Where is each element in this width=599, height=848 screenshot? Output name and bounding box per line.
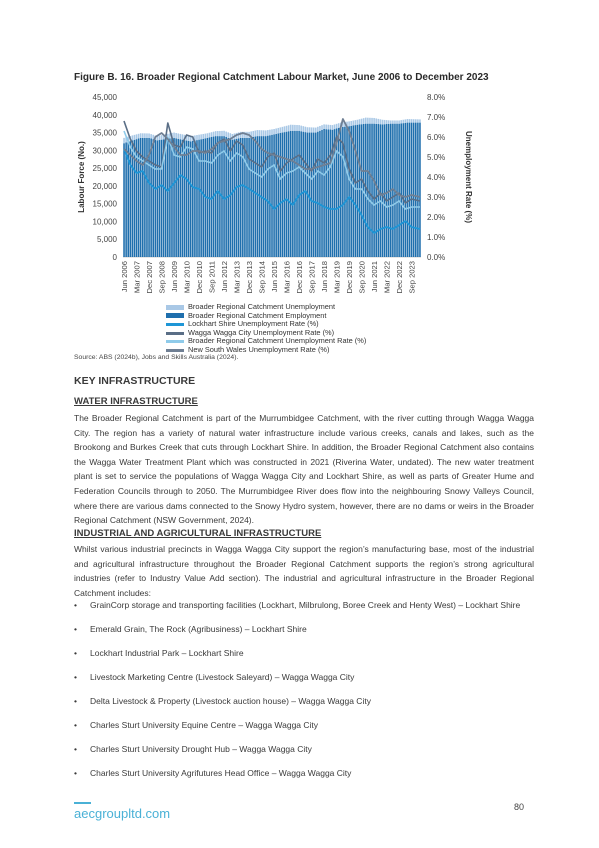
employment-bar — [265, 136, 267, 257]
employment-bar — [405, 123, 407, 257]
unemployment-bar — [213, 132, 215, 137]
bullet-icon: • — [74, 744, 77, 754]
unemployment-bar — [361, 119, 363, 125]
y2-tick-label: 8.0% — [427, 93, 446, 102]
unemployment-bar — [209, 133, 211, 138]
employment-bar — [382, 124, 384, 257]
unemployment-bar — [352, 121, 354, 126]
figure-title: Figure B. 16. Broader Regional Catchment Labour Market, June 2006 to December 2023 — [74, 72, 489, 83]
y-tick-label: 15,000 — [92, 199, 117, 209]
x-tick-label: Jun 2015 — [270, 261, 280, 293]
employment-bar — [413, 123, 415, 257]
unemployment-bar — [267, 130, 269, 136]
unemployment-bar — [202, 134, 204, 139]
unemployment-bar — [292, 125, 294, 131]
unemployment-bar — [355, 120, 357, 125]
unemployment-bar — [200, 134, 202, 139]
employment-bar — [346, 126, 348, 257]
unemployment-bar — [398, 120, 400, 123]
employment-bar — [157, 140, 159, 257]
unemployment-bar — [409, 119, 411, 122]
employment-bar — [350, 126, 352, 257]
employment-bar — [152, 139, 154, 257]
employment-bar — [288, 131, 290, 257]
x-tick-label: Mar 2016 — [282, 261, 292, 294]
unemployment-bar — [348, 121, 350, 126]
employment-bar — [327, 129, 329, 257]
employment-bar — [296, 131, 298, 257]
bullet-icon: • — [74, 624, 77, 634]
employment-bar — [319, 131, 321, 257]
legend-label: Broader Regional Catchment Unemployment — [188, 302, 336, 311]
unemployment-bar — [419, 119, 421, 122]
legend-swatch — [166, 349, 184, 352]
infrastructure-item-text: Lockhart Industrial Park – Lockhart Shire — [90, 648, 244, 658]
unemployment-bar — [359, 119, 361, 124]
infrastructure-list-item — [74, 647, 534, 661]
employment-bar — [230, 139, 232, 257]
unemployment-bar — [252, 131, 254, 137]
unemployment-bar — [373, 118, 375, 124]
unemployment-bar — [280, 127, 282, 133]
unemployment-bar — [225, 132, 227, 137]
employment-bar — [194, 141, 196, 257]
unemployment-bar — [227, 132, 229, 138]
unemployment-bar — [177, 133, 179, 138]
unemployment-bar — [388, 120, 390, 124]
y2-axis-title: Unemployment Rate (%) — [464, 130, 473, 224]
y2-tick-label: 2.0% — [427, 213, 446, 222]
employment-bar — [282, 133, 284, 257]
employment-bar — [386, 124, 388, 257]
unemployment-bar — [313, 127, 315, 132]
unemployment-bar — [317, 127, 319, 132]
employment-bar — [155, 140, 157, 257]
y2-tick-label: 5.0% — [427, 153, 446, 162]
unemployment-bar — [259, 130, 261, 136]
unemployment-bar — [175, 133, 177, 138]
water-infrastructure-paragraph: The Broader Regional Catchment is part of the Murrumbidgee Catchment, with the river cutting through Wagga Wagga City. The region has a variety of natural water infrastructure include various creeks, canals and lakes, such as the Brookong and Burkes Creek that cuts through Lockhart Shire. In addition, the Broader Regional Catchment also contains the Wagga Water Treatment Plant which was constructed in 2021 (Riverina Water, undated). The new water treatment plant is set to service the populations of Wagga Wagga City and Lockhart Shire, as well as parts of Greater Hume and Federation Councils through to 2050. The Murrumbidgee River does flow into the neighbouring Snowy Valleys Council, where there are various dams connected to the Snowy Hydro system, however, there are no dams or weirs in the Broader Regional Catchment (NSW Government, 2024). — [74, 413, 534, 526]
unemployment-bar — [415, 119, 417, 122]
unemployment-bar — [309, 127, 311, 132]
unemployment-bar — [211, 132, 213, 137]
unemployment-bar — [405, 119, 407, 122]
water-infrastructure-heading: WATER INFRASTRUCTURE — [74, 396, 198, 407]
unemployment-bar — [323, 124, 325, 129]
infrastructure-item-text: GrainCorp storage and transporting facilities (Lockhart, Milbrulong, Boree Creek and Henty West) – Lockhart Shire — [90, 600, 521, 610]
x-tick-label: Mar 2010 — [182, 261, 192, 294]
employment-bar — [144, 138, 146, 257]
employment-bar — [169, 138, 171, 257]
employment-bar — [396, 124, 398, 257]
section-heading: KEY INFRASTRUCTURE — [74, 375, 196, 387]
unemployment-bar — [223, 131, 225, 136]
employment-bar — [123, 143, 125, 257]
unemployment-bar — [277, 128, 279, 134]
industrial-infrastructure-heading: INDUSTRIAL AND AGRICULTURAL INFRASTRUCTURE — [74, 528, 322, 539]
unemployment-bar — [384, 120, 386, 124]
infrastructure-list-item — [74, 695, 534, 709]
employment-bar — [184, 140, 186, 257]
employment-bar — [340, 127, 342, 257]
x-tick-label: Jun 2006 — [120, 261, 130, 293]
unemployment-bar — [136, 134, 138, 139]
employment-bar — [402, 123, 404, 257]
x-tick-label: Jun 2009 — [170, 261, 180, 293]
unemployment-bar — [365, 118, 367, 124]
employment-bar — [244, 138, 246, 257]
unemployment-bar — [273, 129, 275, 134]
x-tick-label: Sep 2014 — [257, 261, 267, 294]
industrial-infrastructure-paragraph: Whilst various industrial precincts in Wagga Wagga City support the region’s manufacturing base, most of the industrial and agricultural infrastructure throughout the Broader Regional Catchment supports the region’s strong agricultural industries (refer to Industry Value Add section). The industrial and agricultural infrastructure in the Broader Regional Catchment includes: — [74, 544, 534, 598]
employment-bar — [302, 132, 304, 257]
unemployment-bar — [382, 120, 384, 125]
y-tick-label: 45,000 — [92, 93, 117, 102]
employment-bar — [321, 130, 323, 257]
infrastructure-list — [74, 599, 534, 791]
employment-bar — [384, 124, 386, 257]
x-tick-label: Sep 2023 — [407, 261, 417, 294]
unemployment-bar — [150, 134, 152, 138]
infrastructure-list-item — [74, 743, 534, 757]
footer-website: aecgroupltd.com — [74, 806, 171, 821]
x-tick-label: Mar 2013 — [232, 261, 242, 294]
y2-tick-label: 6.0% — [427, 133, 446, 142]
employment-bar — [323, 129, 325, 257]
infrastructure-item-text: Delta Livestock & Property (Livestock auction house) – Wagga Wagga City — [90, 696, 371, 706]
bullet-icon: • — [74, 768, 77, 778]
employment-bar — [365, 124, 367, 257]
bullet-icon: • — [74, 672, 77, 682]
employment-bar — [250, 137, 252, 257]
unemployment-bar — [161, 135, 163, 140]
employment-bar — [198, 140, 200, 257]
infrastructure-list-item — [74, 599, 534, 613]
unemployment-bar — [407, 119, 409, 123]
employment-bar — [400, 123, 402, 257]
employment-bar — [190, 141, 192, 257]
employment-bar — [313, 133, 315, 257]
legend-label: Lockhart Shire Unemployment Rate (%) — [188, 319, 319, 329]
y-tick-label: 20,000 — [92, 181, 117, 191]
unemployment-bar — [332, 125, 334, 130]
bullet-icon: • — [74, 600, 77, 610]
legend-swatch — [166, 323, 184, 326]
employment-bar — [165, 139, 167, 257]
unemployment-bar — [173, 133, 175, 138]
unemployment-bar — [380, 119, 382, 124]
unemployment-bar — [221, 131, 223, 136]
x-tick-label: Sep 2008 — [157, 261, 167, 294]
x-tick-label: Mar 2022 — [382, 261, 392, 294]
unemployment-bar — [269, 130, 271, 136]
employment-bar — [417, 123, 419, 257]
x-tick-label: Sep 2017 — [307, 261, 317, 294]
unemployment-bar — [338, 123, 340, 128]
unemployment-bar — [386, 120, 388, 124]
unemployment-bar — [180, 134, 182, 139]
y2-tick-label: 4.0% — [427, 173, 446, 182]
unemployment-bar — [315, 128, 317, 133]
employment-bar — [317, 132, 319, 257]
unemployment-bar — [196, 135, 198, 140]
employment-bar — [238, 138, 240, 257]
employment-bar — [284, 132, 286, 257]
unemployment-bar — [275, 128, 277, 133]
employment-bar — [294, 131, 296, 257]
employment-bar — [159, 140, 161, 257]
employment-bar — [186, 141, 188, 257]
unemployment-bar — [148, 133, 150, 137]
unemployment-bar — [400, 120, 402, 123]
unemployment-bar — [152, 135, 154, 139]
employment-bar — [171, 138, 173, 257]
employment-bar — [415, 123, 417, 257]
unemployment-bar — [282, 127, 284, 133]
infrastructure-item-text: Charles Sturt University Equine Centre – Wagga Wagga City — [90, 720, 319, 730]
unemployment-bar — [142, 133, 144, 138]
employment-bar — [398, 124, 400, 257]
unemployment-bar — [325, 125, 327, 130]
employment-bar — [407, 123, 409, 257]
x-tick-label: Jun 2021 — [370, 261, 380, 293]
y-tick-label: 5,000 — [96, 235, 117, 245]
unemployment-bar — [296, 125, 298, 131]
x-tick-label: Sep 2020 — [357, 261, 367, 294]
unemployment-bar — [284, 126, 286, 132]
unemployment-bar — [217, 131, 219, 136]
employment-bar — [309, 133, 311, 257]
unemployment-bar — [417, 119, 419, 122]
legend-label: New South Wales Unemployment Rate (%) — [188, 344, 330, 354]
legend-swatch — [166, 340, 184, 343]
unemployment-bar — [369, 118, 371, 124]
unemployment-bar — [311, 127, 313, 132]
unemployment-bar — [207, 133, 209, 138]
employment-bar — [409, 123, 411, 257]
employment-bar — [305, 132, 307, 257]
unemployment-bar — [138, 134, 140, 139]
bullet-icon: • — [74, 696, 77, 706]
bullet-icon: • — [74, 648, 77, 658]
employment-bar — [236, 139, 238, 257]
unemployment-bar — [375, 118, 377, 123]
employment-bar — [325, 129, 327, 257]
employment-bar — [380, 124, 382, 257]
x-tick-label: Dec 2019 — [345, 261, 355, 294]
employment-bar — [188, 141, 190, 257]
x-tick-label: Mar 2007 — [132, 261, 142, 294]
unemployment-bar — [198, 135, 200, 140]
employment-bar — [359, 124, 361, 257]
employment-bar — [248, 138, 250, 257]
employment-bar — [311, 133, 313, 257]
employment-bar — [192, 141, 194, 257]
figure-source: Source: ABS (2024b), Jobs and Skills Australia (2024). — [74, 354, 239, 361]
y2-tick-label: 0.0% — [427, 253, 446, 262]
employment-bar — [373, 124, 375, 257]
unemployment-bar — [371, 118, 373, 124]
unemployment-bar — [392, 120, 394, 123]
unemployment-bar — [367, 118, 369, 124]
x-tick-label: Dec 2010 — [195, 261, 205, 294]
infrastructure-item-text: Emerald Grain, The Rock (Agribusiness) – Lockhart Shire — [90, 624, 307, 634]
unemployment-bar — [140, 133, 142, 138]
employment-bar — [263, 136, 265, 257]
infrastructure-item-text: Charles Sturt University Drought Hub – Wagga Wagga City — [90, 744, 312, 754]
bullet-icon: • — [74, 720, 77, 730]
y-tick-label: 25,000 — [92, 164, 117, 174]
unemployment-bar — [298, 125, 300, 131]
x-tick-label: Dec 2007 — [145, 261, 155, 294]
unemployment-bar — [257, 130, 259, 136]
unemployment-bar — [261, 130, 263, 136]
employment-bar — [202, 139, 204, 257]
employment-bar — [257, 136, 259, 257]
unemployment-bar — [134, 135, 136, 140]
infrastructure-list-item — [74, 719, 534, 733]
unemployment-bar — [271, 129, 273, 134]
x-tick-label: Dec 2022 — [395, 261, 405, 294]
employment-bar — [150, 139, 152, 257]
y-tick-label: 30,000 — [92, 146, 117, 156]
employment-bar — [292, 131, 294, 257]
unemployment-bar — [319, 126, 321, 131]
unemployment-bar — [390, 120, 392, 123]
chart-legend — [166, 303, 366, 355]
employment-bar — [138, 139, 140, 257]
unemployment-bar — [411, 119, 413, 122]
infrastructure-list-item — [74, 671, 534, 685]
employment-bar — [369, 124, 371, 257]
unemployment-bar — [330, 125, 332, 130]
unemployment-bar — [288, 125, 290, 131]
unemployment-bar — [307, 127, 309, 132]
unemployment-bar — [357, 120, 359, 125]
unemployment-bar — [336, 124, 338, 129]
employment-bar — [330, 130, 332, 257]
employment-bar — [355, 125, 357, 257]
y-tick-label: 35,000 — [92, 128, 117, 138]
legend-swatch — [166, 313, 184, 318]
page-number: 80 — [514, 802, 525, 812]
labour-market-chart — [0, 86, 599, 301]
x-tick-label: Dec 2013 — [245, 261, 255, 294]
unemployment-bar — [402, 120, 404, 123]
y-tick-label: 10,000 — [92, 217, 117, 227]
unemployment-bar — [182, 134, 184, 139]
y-tick-label: 0 — [112, 253, 117, 262]
unemployment-bar — [263, 130, 265, 136]
unemployment-bar — [363, 118, 365, 124]
employment-bar — [290, 131, 292, 257]
unemployment-bar — [215, 131, 217, 136]
unemployment-bar — [159, 136, 161, 140]
unemployment-bar — [300, 126, 302, 132]
legend-label: Wagga Wagga City Unemployment Rate (%) — [188, 327, 335, 337]
unemployment-bar — [327, 125, 329, 130]
unemployment-bar — [396, 120, 398, 123]
x-tick-label: Mar 2019 — [332, 261, 342, 294]
y-tick-label: 40,000 — [92, 110, 117, 120]
employment-bar — [315, 133, 317, 257]
employment-bar — [277, 133, 279, 257]
unemployment-bar — [146, 133, 148, 137]
y2-tick-label: 3.0% — [427, 193, 446, 202]
x-tick-label: Dec 2016 — [295, 261, 305, 294]
infrastructure-list-item — [74, 767, 534, 781]
x-tick-label: Jun 2018 — [320, 261, 330, 293]
employment-bar — [375, 124, 377, 257]
unemployment-bar — [394, 120, 396, 123]
employment-bar — [125, 143, 127, 257]
unemployment-bar — [321, 125, 323, 130]
legend-label: Broader Regional Catchment Unemployment Rate (%) — [188, 336, 367, 346]
unemployment-bar — [123, 138, 125, 143]
y2-tick-label: 7.0% — [427, 113, 446, 122]
employment-bar — [338, 128, 340, 257]
employment-bar — [255, 137, 257, 257]
infrastructure-list-item — [74, 623, 534, 637]
employment-bar — [130, 141, 132, 257]
unemployment-bar — [132, 135, 134, 140]
employment-bar — [348, 126, 350, 257]
legend-swatch — [166, 305, 184, 310]
x-tick-label: Jun 2012 — [220, 261, 230, 293]
unemployment-bar — [219, 131, 221, 136]
unemployment-bar — [265, 130, 267, 136]
unemployment-bar — [350, 121, 352, 126]
unemployment-bar — [377, 119, 379, 124]
employment-bar — [275, 134, 277, 257]
y-axis-title: Labour Force (No.) — [77, 141, 86, 213]
footer-accent-rule — [74, 802, 91, 804]
unemployment-bar — [205, 134, 207, 139]
employment-bar — [252, 137, 254, 257]
employment-bar — [419, 123, 421, 257]
infrastructure-item-text: Charles Sturt University Agrifutures Head Office – Wagga Wagga City — [90, 768, 352, 778]
employment-bar — [161, 140, 163, 257]
infrastructure-item-text: Livestock Marketing Centre (Livestock Saleyard) – Wagga Wagga City — [90, 672, 355, 682]
legend-label: Broader Regional Catchment Employment — [188, 310, 327, 320]
unemployment-bar — [286, 126, 288, 132]
employment-bar — [280, 133, 282, 257]
unemployment-bar — [413, 119, 415, 122]
employment-bar — [286, 132, 288, 257]
legend-swatch — [166, 332, 184, 335]
unemployment-bar — [144, 133, 146, 138]
employment-bar — [182, 140, 184, 257]
unemployment-bar — [290, 125, 292, 131]
employment-bar — [167, 139, 169, 257]
employment-bar — [371, 124, 373, 257]
unemployment-bar — [294, 125, 296, 131]
employment-bar — [200, 139, 202, 257]
employment-bar — [411, 123, 413, 257]
y2-tick-label: 1.0% — [427, 233, 446, 242]
unemployment-bar — [305, 127, 307, 132]
unemployment-bar — [334, 124, 336, 129]
employment-bar — [223, 136, 225, 257]
x-tick-label: Sep 2011 — [207, 261, 217, 293]
employment-bar — [357, 125, 359, 257]
unemployment-bar — [302, 126, 304, 132]
employment-bar — [215, 136, 217, 257]
unemployment-bar — [255, 131, 257, 137]
